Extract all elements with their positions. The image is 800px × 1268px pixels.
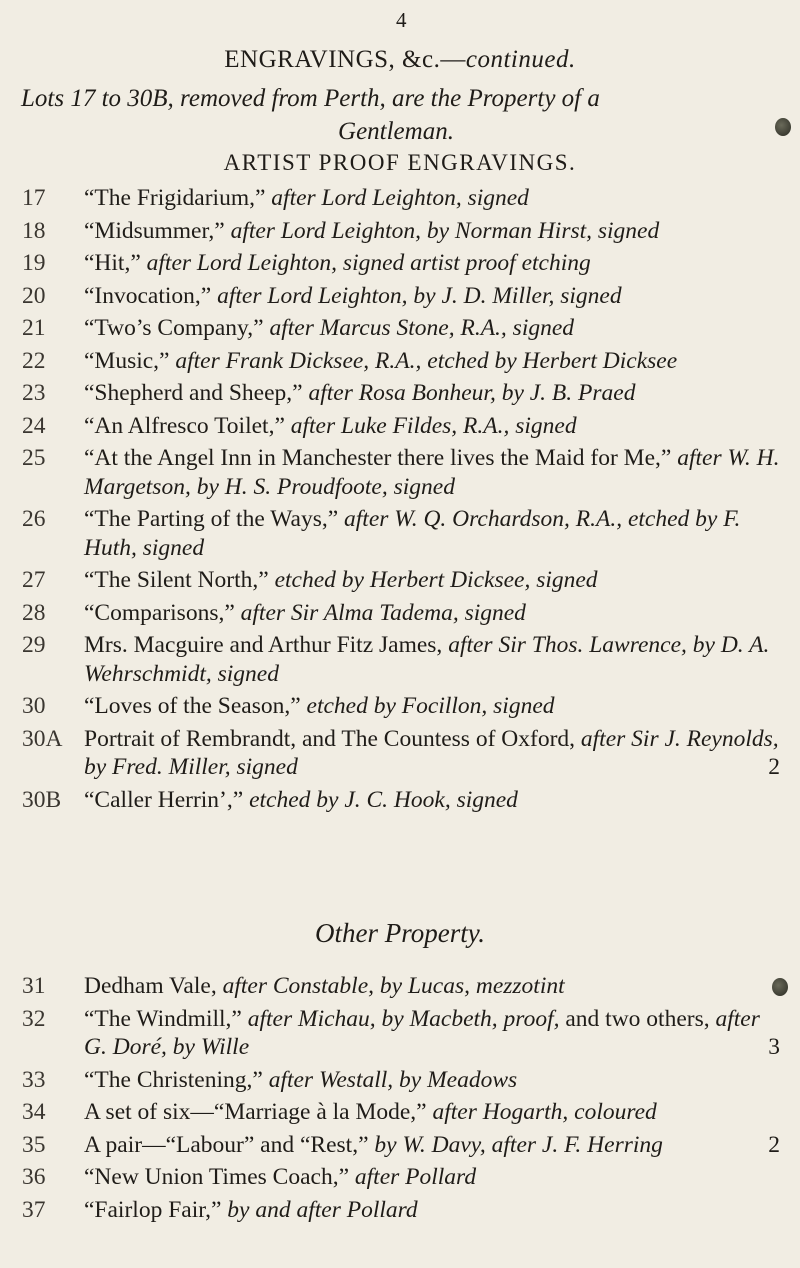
lot-description: “The Windmill,” after Michau, by Macbeth, proof, and two others, after G. Doré, by Wille 3 <box>84 1005 780 1060</box>
lot-entry <box>0 1005 800 1062</box>
lot-description: A pair—“Labour” and “Rest,” by W. Davy, after J. F. Herring 2 <box>84 1131 780 1158</box>
lot-description: “Fairlop Fair,” by and after Pollard <box>84 1196 418 1223</box>
lot-quantity: 2 <box>768 754 780 780</box>
lot-description: “Shepherd and Sheep,” after Rosa Bonheur, by J. B. Praed <box>84 380 636 406</box>
lot-number: 28 <box>22 599 46 626</box>
lot-entry <box>0 314 800 343</box>
lot-number: 29 <box>22 632 46 658</box>
binding-hole-mark <box>772 978 788 996</box>
lot-number: 37 <box>22 1196 46 1223</box>
lot-entry <box>0 505 800 562</box>
lot-number: 32 <box>22 1005 46 1032</box>
lot-description: “Midsummer,” after Lord Leighton, by Norman Hirst, signed <box>84 217 660 244</box>
lots-intro <box>21 82 791 148</box>
lot-description: “The Silent North,” etched by Herbert Dicksee, signed <box>84 567 598 593</box>
lot-entry <box>0 972 800 1001</box>
section-subheading: ARTIST PROOF ENGRAVINGS. <box>223 150 577 175</box>
lot-description: “At the Angel Inn in Manchester there lives the Maid for Me,” after W. H. Margetson, by H. S. Proudfoote, signed <box>84 445 780 500</box>
lot-number: 31 <box>22 973 46 999</box>
lot-description: “The Frigidarium,” after Lord Leighton, signed <box>84 185 529 211</box>
lot-description: Mrs. Macguire and Arthur Fitz James, after Sir Thos. Lawrence, by D. A. Wehrschmidt, signed <box>84 632 770 687</box>
lot-description: “Music,” after Frank Dicksee, R.A., etched by Herbert Dicksee <box>84 347 678 374</box>
lot-description: “Loves of the Season,” etched by Focillon, signed <box>84 693 555 719</box>
lot-entry <box>0 249 800 278</box>
lot-number: 23 <box>22 380 46 406</box>
lot-number: 18 <box>22 217 46 244</box>
lot-description: “Two’s Company,” after Marcus Stone, R.A., signed <box>84 315 575 341</box>
lot-number: 35 <box>22 1131 46 1158</box>
lot-entry <box>0 217 800 246</box>
lot-entry <box>0 444 800 501</box>
lot-entry <box>0 379 800 408</box>
lot-quantity: 2 <box>768 1131 780 1158</box>
lot-number: 19 <box>22 250 46 276</box>
lot-number: 30 <box>22 693 46 719</box>
page-number: 4 <box>396 8 407 32</box>
lot-description: “An Alfresco Toilet,” after Luke Fildes, R.A., signed <box>84 412 577 439</box>
lot-entry <box>0 566 800 595</box>
lot-description: “Invocation,” after Lord Leighton, by J. D. Miller, signed <box>84 282 622 309</box>
intro-line-2: Gentleman. <box>338 118 454 145</box>
lot-number: 25 <box>22 445 46 471</box>
lot-entry <box>0 1196 800 1225</box>
lot-number: 21 <box>22 315 46 341</box>
lot-number: 33 <box>22 1066 46 1093</box>
lot-description: Dedham Vale, after Constable, by Lucas, mezzotint <box>84 973 565 999</box>
lot-list-other-property <box>0 972 800 1228</box>
lot-description: “New Union Times Coach,” after Pollard <box>84 1164 477 1190</box>
lot-entry <box>0 599 800 628</box>
lot-description: “Comparisons,” after Sir Alma Tadema, signed <box>84 599 526 626</box>
lot-entry <box>0 184 800 213</box>
lot-description: “Caller Herrin’,” etched by J. C. Hook, signed <box>84 786 518 813</box>
lot-entry <box>0 1163 800 1192</box>
lot-number: 20 <box>22 282 46 309</box>
binding-hole-mark <box>775 118 791 136</box>
lot-entry <box>0 1131 800 1160</box>
lot-number: 26 <box>22 506 46 532</box>
lot-entry <box>0 282 800 311</box>
lot-number: 22 <box>22 347 46 374</box>
lot-number: 36 <box>22 1164 46 1190</box>
heading-continued: continued. <box>465 46 576 73</box>
page-heading <box>0 46 800 74</box>
lot-quantity: 3 <box>768 1034 780 1060</box>
other-property-heading: Other Property. <box>315 918 485 948</box>
lot-description: A set of six—“Marriage à la Mode,” after Hogarth, coloured <box>84 1099 657 1125</box>
lot-entry <box>0 631 800 688</box>
lot-entry <box>0 412 800 441</box>
lot-description: Portrait of Rembrandt, and The Countess of Oxford, after Sir J. Reynolds, by Fred. Miller, signed 2 <box>84 725 780 780</box>
lot-description: “The Christening,” after Westall, by Meadows <box>84 1066 518 1093</box>
lot-number: 24 <box>22 412 46 439</box>
lot-entry <box>0 786 800 815</box>
lot-list-artist-proofs <box>0 184 800 818</box>
lot-number: 27 <box>22 567 46 593</box>
heading-main: ENGRAVINGS, &c.— <box>224 46 466 73</box>
intro-line-1: Lots 17 to 30B, removed from Perth, are the Property of a <box>21 85 600 112</box>
lot-number: 17 <box>22 185 46 211</box>
lot-entry <box>0 692 800 721</box>
lot-entry <box>0 1066 800 1095</box>
lot-number: 30A <box>22 725 63 752</box>
lot-entry <box>0 1098 800 1127</box>
lot-description: “The Parting of the Ways,” after W. Q. Orchardson, R.A., etched by F. Huth, signed <box>84 506 741 561</box>
lot-description: “Hit,” after Lord Leighton, signed artist proof etching <box>84 250 591 276</box>
lot-entry <box>0 725 800 782</box>
lot-number: 30B <box>22 786 62 813</box>
lot-number: 34 <box>22 1099 46 1125</box>
lot-entry <box>0 347 800 376</box>
